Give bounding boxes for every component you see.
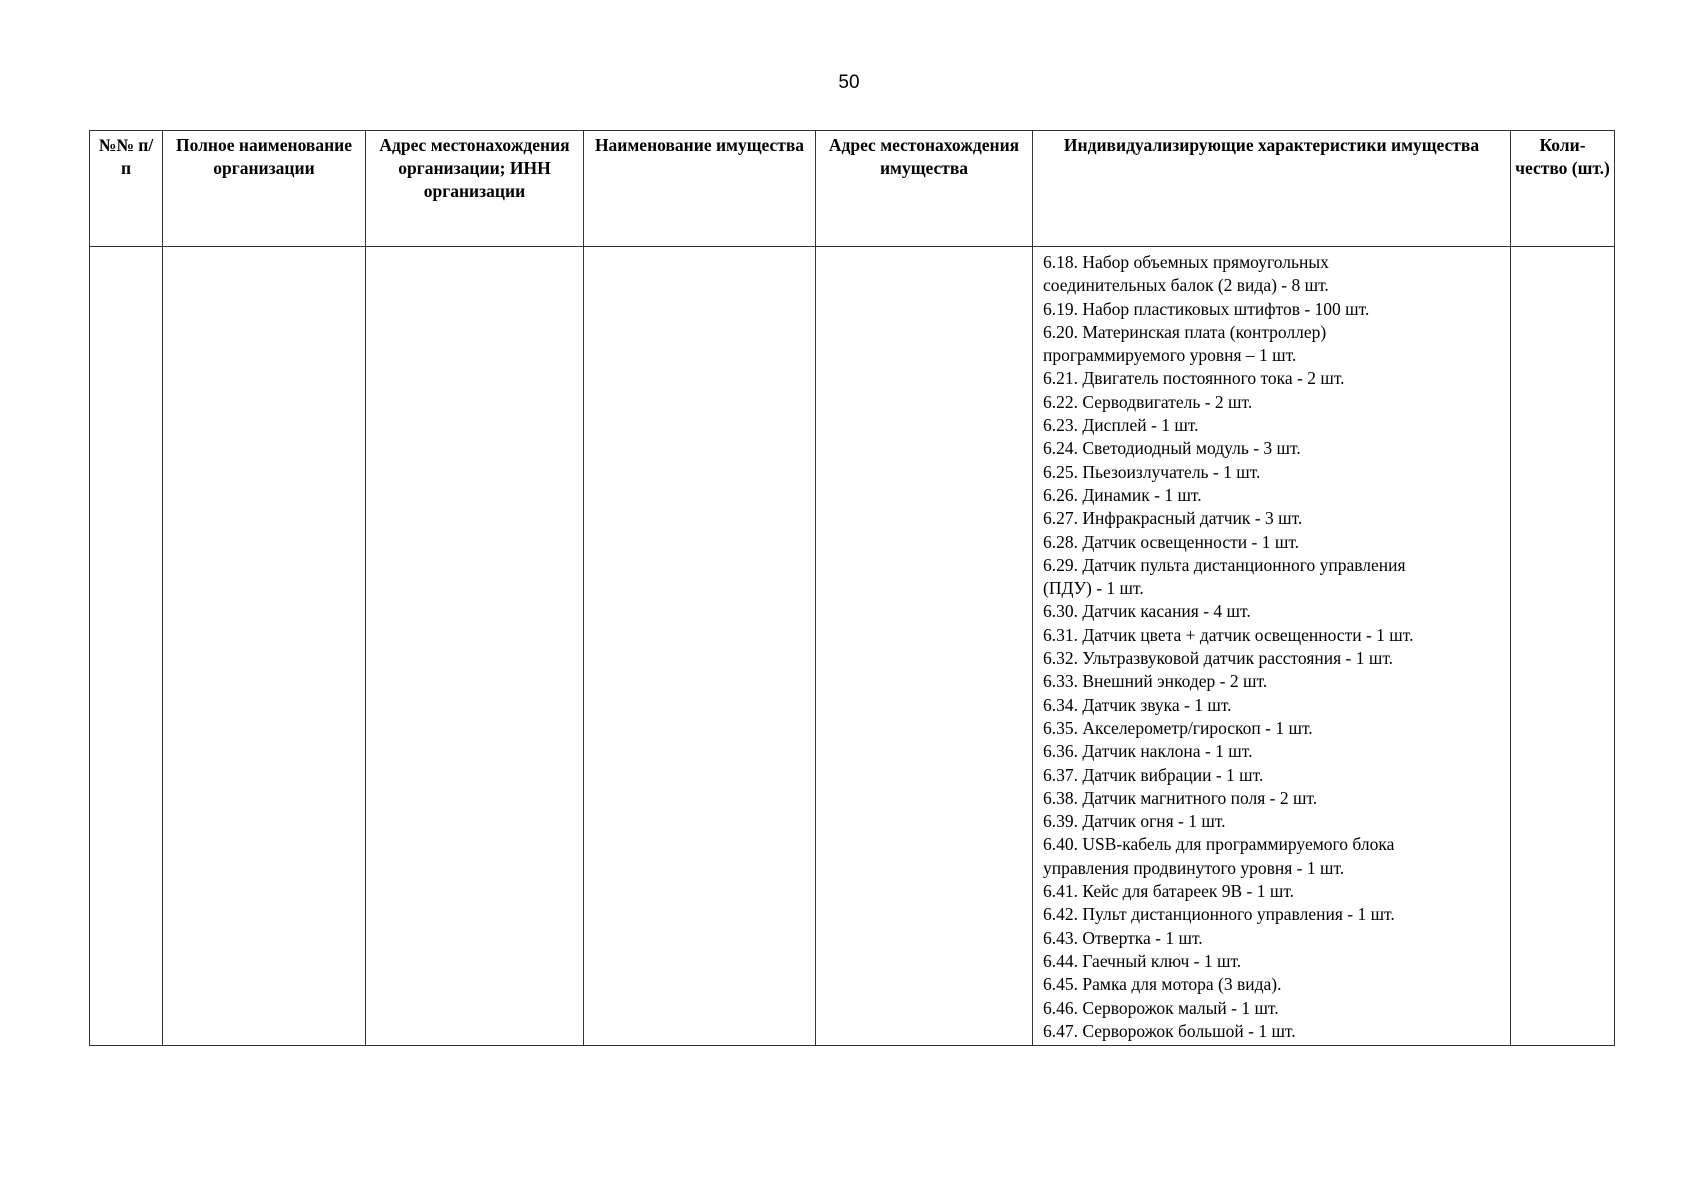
cell-organization-address xyxy=(366,247,584,1046)
characteristic-line: 6.47. Серворожок большой - 1 шт. xyxy=(1043,1020,1296,1041)
header-property-name: Наименование имущества xyxy=(584,131,816,247)
characteristic-line: 6.18. Набор объемных прямоугольных xyxy=(1043,252,1329,272)
characteristic-line: 6.19. Набор пластиковых штифтов - 100 шт. xyxy=(1043,298,1370,319)
characteristic-line: 6.28. Датчик освещенности - 1 шт. xyxy=(1043,531,1300,552)
cell-row-number xyxy=(90,247,163,1046)
table-header-row xyxy=(90,131,1615,247)
characteristic-line: 6.25. Пьезоизлучатель - 1 шт. xyxy=(1043,461,1261,482)
characteristic-line: 6.36. Датчик наклона - 1 шт. xyxy=(1043,741,1253,762)
header-quantity: Коли-чество (шт.) xyxy=(1511,131,1615,247)
characteristic-line: 6.37. Датчик вибрации - 1 шт. xyxy=(1043,764,1264,785)
characteristic-line: 6.44. Гаечный ключ - 1 шт. xyxy=(1043,950,1242,971)
characteristic-line: 6.20. Материнская плата (контроллер) xyxy=(1043,321,1327,342)
header-organization-name: Полное наименование организации xyxy=(163,131,366,247)
characteristic-line: 6.38. Датчик магнитного поля - 2 шт. xyxy=(1043,787,1318,808)
characteristic-line: 6.30. Датчик касания - 4 шт. xyxy=(1043,601,1251,622)
characteristic-line: 6.23. Дисплей - 1 шт. xyxy=(1043,415,1199,436)
characteristic-line: 6.21. Двигатель постоянного тока - 2 шт. xyxy=(1043,368,1345,389)
header-row-number: №№ п/п xyxy=(90,131,163,247)
cell-characteristics xyxy=(1033,247,1511,1046)
characteristic-line: 6.34. Датчик звука - 1 шт. xyxy=(1043,694,1232,715)
characteristic-line: управления продвинутого уровня - 1 шт. xyxy=(1043,857,1345,878)
characteristic-line: 6.42. Пульт дистанционного управления - 1 шт. xyxy=(1043,904,1395,925)
table-row xyxy=(90,247,1615,1046)
characteristic-line: 6.29. Датчик пульта дистанционного управления xyxy=(1043,554,1406,575)
characteristic-line: 6.32. Ультразвуковой датчик расстояния - 1 шт. xyxy=(1043,648,1394,669)
cell-organization-name xyxy=(163,247,366,1046)
cell-property-address xyxy=(816,247,1033,1046)
characteristic-line: 6.35. Акселерометр/гироскоп - 1 шт. xyxy=(1043,717,1313,738)
header-organization-address: Адрес местонахождения организации; ИНН организации xyxy=(366,131,584,247)
characteristic-line: 6.40. USB-кабель для программируемого блока xyxy=(1043,834,1395,855)
cell-quantity xyxy=(1511,247,1615,1046)
characteristic-line: 6.22. Серводвигатель - 2 шт. xyxy=(1043,391,1253,412)
characteristic-line: 6.43. Отвертка - 1 шт. xyxy=(1043,927,1203,948)
characteristic-line: 6.33. Внешний энкодер - 2 шт. xyxy=(1043,671,1268,692)
characteristic-line: 6.24. Светодиодный модуль - 3 шт. xyxy=(1043,438,1301,459)
characteristic-line: программируемого уровня – 1 шт. xyxy=(1043,345,1297,366)
cell-property-name xyxy=(584,247,816,1046)
characteristic-line: 6.46. Серворожок малый - 1 шт. xyxy=(1043,997,1279,1018)
characteristic-line: 6.27. Инфракрасный датчик - 3 шт. xyxy=(1043,508,1303,529)
characteristic-line: (ПДУ) - 1 шт. xyxy=(1043,578,1144,599)
header-property-address: Адрес местонахождения имущества xyxy=(816,131,1033,247)
characteristic-line: 6.26. Динамик - 1 шт. xyxy=(1043,484,1202,505)
characteristic-line: 6.41. Кейс для батареек 9В - 1 шт. xyxy=(1043,881,1295,902)
header-characteristics: Индивидуализирующие характеристики имущества xyxy=(1033,131,1511,247)
property-table xyxy=(89,130,1615,1046)
characteristic-line: соединительных балок (2 вида) - 8 шт. xyxy=(1043,275,1329,296)
characteristic-line: 6.31. Датчик цвета + датчик освещенности - 1 шт. xyxy=(1043,624,1414,645)
page-number: 50 xyxy=(838,72,860,93)
characteristic-line: 6.39. Датчик огня - 1 шт. xyxy=(1043,811,1226,832)
characteristics-list xyxy=(1033,247,1510,1043)
characteristic-line: 6.45. Рамка для мотора (3 вида). xyxy=(1043,974,1282,995)
